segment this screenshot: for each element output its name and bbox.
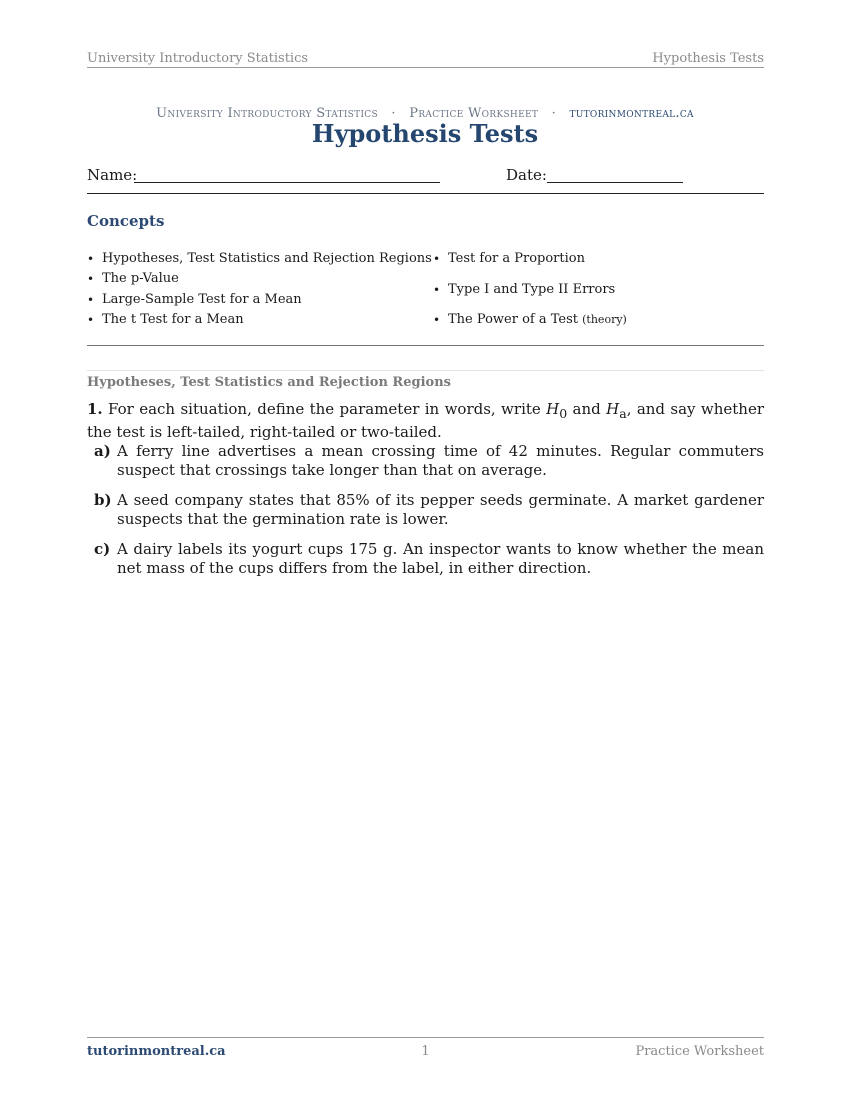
section-divider — [87, 370, 764, 371]
concept-item — [433, 311, 627, 331]
concept-item: • Large-Sample Test for a Mean — [87, 291, 432, 311]
running-header — [87, 50, 764, 68]
footer-site: tutorinmontreal.ca — [87, 1044, 226, 1059]
footer-label: Practice Worksheet — [635, 1044, 764, 1059]
ha-subscript: a — [619, 406, 627, 421]
part-label: a) — [94, 442, 111, 460]
part-label: c) — [94, 540, 111, 558]
name-blank — [134, 182, 440, 183]
page-footer — [87, 1037, 764, 1059]
kicker-separator: · — [551, 106, 556, 121]
question-number: 1. — [87, 400, 103, 418]
concepts-list-right — [433, 250, 627, 331]
running-header-course: University Introductory Statistics — [87, 51, 309, 66]
date-blank — [547, 182, 683, 183]
ha-symbol: H — [606, 400, 620, 418]
question-part — [87, 540, 764, 578]
concepts-list-left — [87, 250, 432, 331]
concepts-heading: Concepts — [87, 212, 165, 230]
concept-label: The Power of a Test — [448, 312, 578, 327]
question-part — [87, 442, 764, 480]
name-date-fields — [87, 166, 764, 194]
concept-item: • Test for a Proportion — [433, 250, 627, 281]
part-text: A dairy labels its yogurt cups 175 g. An inspector wants to know whether the mean net mass of the cups differs from the label, in either direction. — [117, 540, 764, 577]
concept-item: • The t Test for a Mean — [87, 311, 432, 331]
kicker-site: tutorinmontreal.ca — [569, 106, 694, 121]
question-text: For each situation, define the parameter in words, write — [102, 400, 547, 418]
concept-item: • Type I and Type II Errors — [433, 281, 627, 312]
concept-item: • Hypotheses, Test Statistics and Rejection Regions — [87, 250, 432, 270]
part-text: A ferry line advertises a mean crossing time of 42 minutes. Regular commuters suspect that crossings take longer than that on average. — [117, 442, 764, 479]
concepts-divider — [87, 345, 764, 346]
page-number: 1 — [421, 1044, 430, 1059]
h0-subscript: 0 — [559, 406, 568, 421]
question-text: , and say whether the test is left-tailed, right-tailed or two-tailed. — [87, 400, 764, 441]
concept-note: (theory) — [582, 313, 627, 326]
date-label: Date: — [506, 166, 547, 184]
concept-item: • The p-Value — [87, 270, 432, 290]
kicker-kind: Practice Worksheet — [409, 106, 539, 121]
name-label: Name: — [87, 166, 138, 184]
part-label: b) — [94, 491, 112, 509]
kicker-separator: · — [391, 106, 396, 121]
kicker-course: University Introductory Statistics — [156, 106, 378, 121]
page-title: Hypothesis Tests — [311, 119, 539, 148]
h0-symbol: H — [546, 400, 560, 418]
question-1 — [87, 400, 764, 442]
question-parts — [87, 442, 764, 589]
section-heading: Hypotheses, Test Statistics and Rejection Regions — [87, 375, 451, 390]
part-text: A seed company states that 85% of its pepper seeds germinate. A market gardener suspects that the germination rate is lower. — [117, 491, 764, 528]
question-part — [87, 491, 764, 529]
running-header-topic: Hypothesis Tests — [652, 51, 764, 66]
question-text: and — [567, 400, 607, 418]
